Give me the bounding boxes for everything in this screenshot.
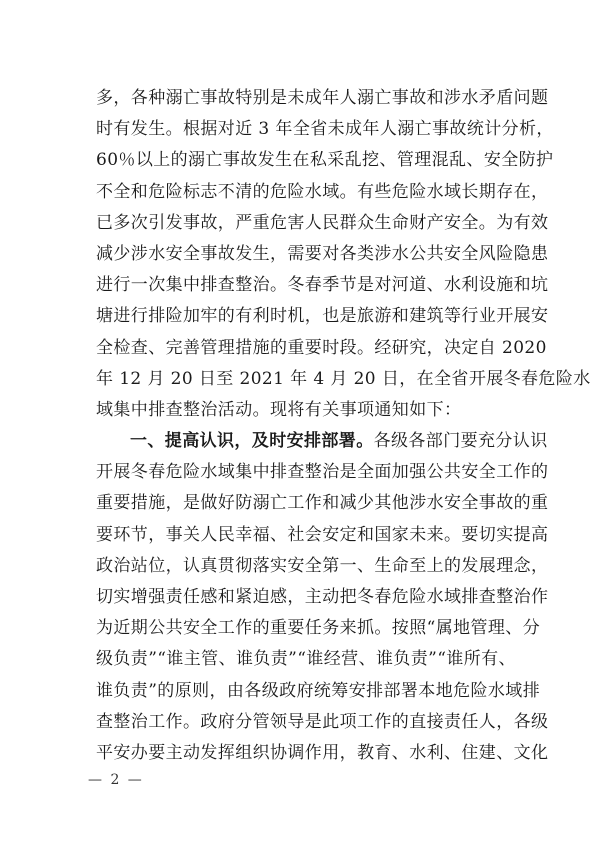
paragraph-line: 年 12 月 20 日至 2021 年 4 月 20 日，在全省开展冬春危险水 [96, 368, 591, 389]
paragraph-line: 政治站位，认真贯彻落实安全第一、生命至上的发展理念， [96, 555, 549, 576]
paragraph-line: 重要措施，是做好防溺亡工作和减少其他涉水安全事故的重 [96, 493, 549, 514]
paragraph-line: 60％以上的溺亡事故发生在私采乱挖、管理混乱、安全防护 [96, 150, 554, 171]
paragraph-line: 塘进行排险加牢的有利时机，也是旅游和建筑等行业开展安 [96, 306, 549, 327]
body-text [96, 83, 591, 769]
paragraph-line: 全检查、完善管理措施的重要时段。经研究，决定自 2020 [96, 337, 547, 358]
paragraph-line: 进行一次集中排查整治。冬春季节是对河道、水利设施和坑 [96, 275, 549, 296]
section-first-line-text: 各级各部门要充分认识 [373, 431, 548, 452]
paragraph-line: 谁负责”的原则，由各级政府统筹安排部署本地危险水域排 [96, 680, 541, 701]
paragraph-line: 切实增强责任感和紧迫感，主动把冬春危险水域排查整治作 [96, 587, 549, 607]
paragraph-line: 为近期公共安全工作的重要任务来抓。按照“属地管理、分 [96, 618, 541, 639]
section-first-line [96, 426, 556, 457]
page-number: — 2 — [88, 772, 144, 788]
paragraph-line: 查整治工作。政府分管领导是此项工作的直接责任人，各级 [96, 711, 549, 732]
paragraph-line: 要环节，事关人民幸福、社会安定和国家未来。要切实提高 [96, 524, 549, 545]
paragraph-line: 平安办要主动发挥组织协调作用，教育、水利、住建、文化 [96, 742, 549, 763]
paragraph-line: 级负责”“谁主管、谁负责”“谁经营、谁负责”“谁所有、 [96, 649, 516, 670]
section-heading: 一、提高认识，及时安排部署。 [130, 431, 374, 452]
paragraph-line: 时有发生。根据对近 3 年全省未成年人溺亡事故统计分析， [96, 119, 554, 140]
paragraph-line: 域集中排查整治活动。现将有关事项通知如下： [96, 399, 462, 420]
paragraph-line: 已多次引发事故，严重危害人民群众生命财产安全。为有效 [96, 212, 549, 233]
paragraph-line: 多，各种溺亡事故特别是未成年人溺亡事故和涉水矛盾问题 [96, 88, 549, 108]
paragraph-line: 不全和危险标志不清的危险水域。有些危险水域长期存在， [96, 181, 549, 202]
paragraph-line: 开展冬春危险水域集中排查整治是全面加强公共安全工作的 [96, 462, 549, 483]
paragraph-line: 减少涉水安全事故发生，需要对各类涉水公共安全风险隐患 [96, 243, 549, 264]
